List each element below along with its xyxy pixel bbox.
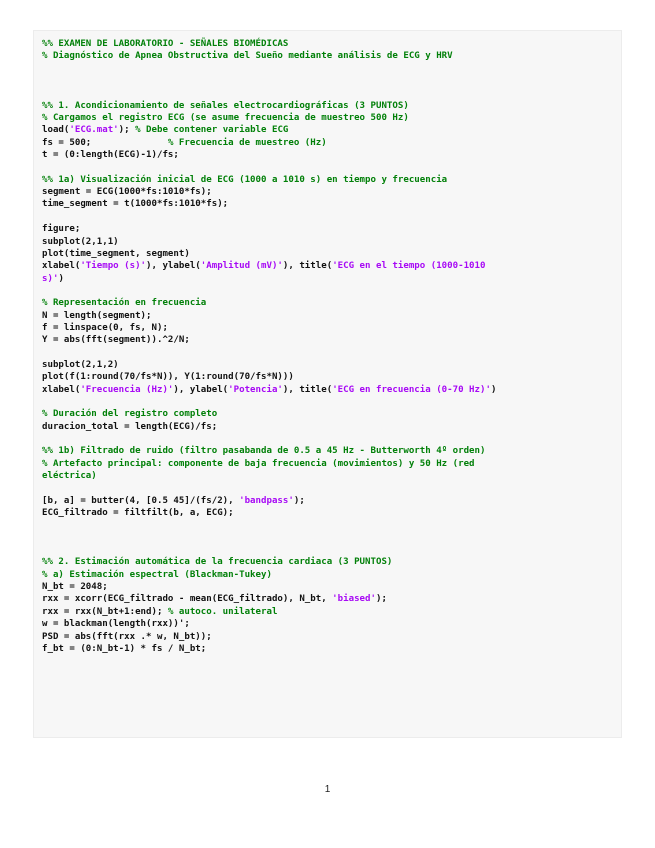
code-text: ECG_filtrado = filtfilt(b, a, ECG); <box>42 508 234 519</box>
code-text: ), ylabel( <box>146 261 201 272</box>
code-line <box>42 408 615 420</box>
code-text: f = linspace(0, fs, N); <box>42 322 168 333</box>
code-text: N_bt = 2048; <box>42 582 108 593</box>
code-comment: % Artefacto principal: componente de baja frecuencia (movimientos) y 50 Hz (red <box>42 458 475 469</box>
code-line <box>42 50 615 62</box>
code-text: ); <box>293 495 305 506</box>
code-line <box>42 38 615 50</box>
code-text: subplot(2,1,2) <box>42 359 119 370</box>
code-string: 'ECG en frecuencia (0-70 Hz)' <box>332 384 491 395</box>
code-line <box>42 112 615 124</box>
code-line <box>42 186 615 198</box>
code-text: PSD = abs(fft(rxx .* w, N_bt)); <box>42 631 212 642</box>
code-line <box>42 643 615 655</box>
code-text: time_segment = t(1000*fs:1010*fs); <box>42 199 229 210</box>
code-string: 'Tiempo (s)' <box>80 261 147 272</box>
code-line <box>42 285 615 297</box>
code-line <box>42 544 615 556</box>
code-line <box>42 507 615 519</box>
code-text: f_bt = (0:N_bt-1) * fs / N_bt; <box>42 643 207 654</box>
code-line <box>42 606 615 618</box>
code-line <box>42 149 615 161</box>
code-line <box>42 174 615 186</box>
code-line <box>42 310 615 322</box>
code-line <box>42 371 615 383</box>
code-comment: %% 2. Estimación automática de la frecuencia cardiaca (3 PUNTOS) <box>42 557 393 568</box>
code-text: segment = ECG(1000*fs:1010*fs); <box>42 187 212 198</box>
code-line <box>42 569 615 581</box>
code-line <box>42 359 615 371</box>
code-line <box>42 470 615 482</box>
code-text: xlabel( <box>42 261 81 272</box>
code-text: t = (0:length(ECG)-1)/fs; <box>42 150 179 161</box>
code-comment: % a) Estimación espectral (Blackman-Tukey) <box>42 569 272 580</box>
code-line <box>42 519 615 531</box>
code-line <box>42 260 615 272</box>
code-line <box>42 211 615 223</box>
code-text: duracion_total = length(ECG)/fs; <box>42 421 218 432</box>
code-lines <box>42 38 615 655</box>
code-comment: % Duración del registro completo <box>42 409 218 420</box>
code-line <box>42 556 615 568</box>
code-line <box>42 236 615 248</box>
code-text: rxx = rxx(N_bt+1:end); <box>42 606 168 617</box>
code-string: 'bandpass' <box>239 495 294 506</box>
code-line <box>42 322 615 334</box>
code-text: rxx = xcorr(ECG_filtrado - mean(ECG_filtrado), N_bt, <box>42 594 333 605</box>
code-comment: eléctrica) <box>42 471 97 482</box>
code-comment: %% 1a) Visualización inicial de ECG (1000 a 1010 s) en tiempo y frecuencia <box>42 174 448 185</box>
page-number: 1 <box>324 784 331 795</box>
code-string: 'Potencia' <box>228 384 283 395</box>
code-string: 'ECG en el tiempo (1000-1010 <box>332 261 486 272</box>
code-comment: %% 1. Acondicionamiento de señales electrocardiográficas (3 PUNTOS) <box>42 100 409 111</box>
code-line <box>42 433 615 445</box>
code-text: ); <box>375 594 387 605</box>
code-string: 'Amplitud (mV)' <box>200 261 283 272</box>
code-comment: %% 1b) Filtrado de ruido (filtro pasabanda de 0.5 a 45 Hz - Butterworth 4º orden) <box>42 446 486 457</box>
code-line <box>42 248 615 260</box>
code-text: figure; <box>42 224 81 235</box>
code-string: s)' <box>42 273 59 284</box>
code-comment: % Diagnóstico de Apnea Obstructiva del Sueño mediante análisis de ECG y HRV <box>42 51 453 62</box>
code-line <box>42 495 615 507</box>
code-text: plot(f(1:round(70/fs*N)), Y(1:round(70/fs*N))) <box>42 372 294 383</box>
code-text: N = length(segment); <box>42 310 152 321</box>
code-comment: %% EXAMEN DE LABORATORIO - SEÑALES BIOMÉDICAS <box>42 39 289 49</box>
code-text: Y = abs(fft(segment)).^2/N; <box>42 335 190 346</box>
code-line <box>42 421 615 433</box>
code-text: ); <box>118 125 136 136</box>
code-line <box>42 581 615 593</box>
code-text: fs = 500; <box>42 137 168 148</box>
code-comment: % Debe contener variable ECG <box>135 125 289 136</box>
code-text: plot(time_segment, segment) <box>42 248 190 259</box>
code-text: xlabel( <box>42 384 81 395</box>
code-line <box>42 75 615 87</box>
code-text: ), ylabel( <box>173 384 229 395</box>
code-comment: % Representación en frecuencia <box>42 298 207 309</box>
code-line <box>42 63 615 75</box>
code-line <box>42 618 615 630</box>
code-text: ), title( <box>282 384 333 395</box>
code-string: 'biased' <box>332 594 376 605</box>
code-line <box>42 100 615 112</box>
code-text: subplot(2,1,1) <box>42 236 119 247</box>
code-line <box>42 396 615 408</box>
code-line <box>42 384 615 396</box>
code-line <box>42 124 615 136</box>
code-text: [b, a] = butter(4, [0.5 45]/(fs/2), <box>42 495 240 506</box>
code-line <box>42 593 615 605</box>
code-text: ) <box>490 384 497 395</box>
code-line <box>42 87 615 99</box>
code-line <box>42 273 615 285</box>
code-line <box>42 223 615 235</box>
code-string: 'ECG.mat' <box>69 125 119 136</box>
code-comment: % Cargamos el registro ECG (se asume frecuencia de muestreo 500 Hz) <box>42 113 409 124</box>
code-line <box>42 532 615 544</box>
code-line <box>42 445 615 457</box>
code-comment: % autoco. unilateral <box>167 606 278 617</box>
code-comment: % Frecuencia de muestreo (Hz) <box>167 137 327 148</box>
code-line <box>42 198 615 210</box>
code-block <box>33 30 622 738</box>
code-text: ), title( <box>282 261 333 272</box>
code-text: load( <box>42 125 70 136</box>
code-line <box>42 161 615 173</box>
code-line <box>42 482 615 494</box>
code-line <box>42 137 615 149</box>
code-line <box>42 631 615 643</box>
code-line <box>42 334 615 346</box>
code-line <box>42 347 615 359</box>
code-line <box>42 458 615 470</box>
code-line <box>42 297 615 309</box>
code-string: 'Frecuencia (Hz)' <box>80 384 174 395</box>
code-text: w = blackman(length(rxx))'; <box>42 619 190 630</box>
code-text: ) <box>58 273 64 284</box>
